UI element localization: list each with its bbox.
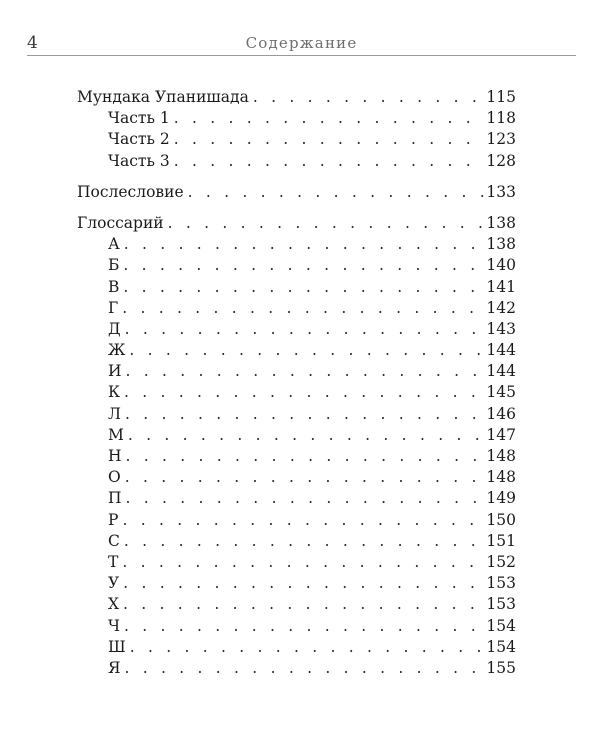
toc-entry[interactable]	[77, 87, 516, 108]
toc-entry-title: О	[108, 468, 121, 487]
toc-entry-title: И	[108, 362, 122, 381]
dot-leader	[122, 552, 484, 573]
toc-entry-title: Я	[108, 658, 121, 677]
toc-entry[interactable]	[77, 129, 516, 150]
toc-entry-page: 115	[486, 88, 516, 106]
toc-entry[interactable]	[77, 446, 516, 467]
toc-entry[interactable]	[77, 616, 516, 637]
toc-entry-page: 151	[486, 531, 516, 550]
toc-entry-title: Л	[108, 404, 121, 423]
toc-entry[interactable]	[77, 510, 516, 531]
dot-leader	[123, 594, 484, 615]
toc-entry-page: 133	[486, 182, 516, 201]
toc-entry-title: Ш	[108, 637, 126, 656]
toc-entry-title: В	[108, 277, 120, 296]
toc-entry-page: 148	[486, 468, 516, 487]
toc-entry[interactable]	[77, 594, 516, 615]
dot-leader	[130, 637, 485, 658]
toc-entry-page: 142	[486, 298, 516, 317]
dot-leader	[125, 467, 485, 488]
toc-entry-page: 149	[486, 489, 516, 508]
toc-entry[interactable]	[77, 340, 516, 361]
toc-entry[interactable]	[77, 382, 516, 403]
dot-leader	[126, 446, 485, 467]
dot-leader	[123, 277, 484, 298]
toc-entry[interactable]	[77, 404, 516, 425]
toc-entry-title: Б	[108, 256, 120, 275]
toc-entry-page: 145	[486, 383, 516, 402]
toc-entry[interactable]	[77, 637, 516, 658]
toc-entry[interactable]	[77, 573, 516, 594]
toc-entry-title: Т	[108, 552, 119, 571]
toc-entry-title: Мундака Упанишада	[77, 88, 249, 106]
dot-leader	[124, 616, 484, 637]
dot-leader	[124, 382, 484, 403]
dot-leader	[129, 340, 484, 361]
toc-entry-page: 140	[486, 256, 516, 275]
toc-entry-title: Н	[108, 447, 122, 465]
toc-entry-page: 146	[486, 404, 516, 423]
toc-entry-title: Часть 2	[108, 130, 170, 149]
dot-leader	[122, 510, 484, 531]
toc-entry-page: 144	[486, 341, 516, 360]
dot-leader	[122, 298, 484, 319]
dot-leader	[174, 129, 485, 150]
toc-entry[interactable]	[77, 319, 516, 340]
toc-entry[interactable]	[77, 213, 516, 234]
toc-entry[interactable]	[77, 467, 516, 488]
toc-entry[interactable]	[77, 182, 516, 203]
toc-entry-title: Р	[108, 510, 119, 529]
toc-entry[interactable]	[77, 658, 516, 679]
table-of-contents	[77, 87, 516, 679]
toc-entry-title: Г	[108, 298, 119, 317]
toc-entry[interactable]	[77, 151, 516, 172]
toc-entry-title: А	[108, 235, 120, 254]
toc-entry-page: 143	[486, 319, 516, 338]
toc-entry[interactable]	[77, 488, 516, 509]
toc-entry-page: 147	[486, 425, 516, 444]
dot-leader	[253, 87, 485, 108]
dot-leader	[124, 234, 485, 255]
toc-entry[interactable]	[77, 361, 516, 382]
page-number: 4	[27, 33, 38, 53]
toc-entry[interactable]	[77, 552, 516, 573]
dot-leader	[174, 151, 485, 172]
dot-leader	[124, 531, 485, 552]
toc-entry[interactable]	[77, 234, 516, 255]
toc-entry[interactable]	[77, 277, 516, 298]
toc-entry-page: 153	[486, 595, 516, 614]
toc-entry-page: 128	[486, 151, 516, 170]
toc-entry[interactable]	[77, 298, 516, 319]
toc-entry-page: 148	[486, 447, 516, 465]
dot-leader	[125, 404, 484, 425]
dot-leader	[128, 425, 485, 446]
toc-entry-page: 150	[486, 510, 516, 529]
toc-entry-title: П	[108, 489, 122, 508]
toc-entry-title: К	[108, 383, 120, 402]
dot-leader	[123, 573, 484, 594]
toc-entry-page: 155	[486, 658, 516, 677]
toc-entry-title: Глоссарий	[77, 213, 164, 232]
toc-entry-title: Часть 3	[108, 151, 170, 170]
dot-leader	[126, 361, 485, 382]
toc-entry-page: 118	[486, 109, 516, 128]
dot-leader	[188, 182, 485, 203]
toc-entry-title: Часть 1	[108, 109, 170, 128]
dot-leader	[123, 255, 484, 276]
dot-leader	[168, 213, 485, 234]
running-title: Содержание	[245, 34, 358, 52]
toc-entry-page: 153	[486, 574, 516, 593]
toc-entry-title: М	[108, 425, 124, 444]
page-header	[27, 31, 576, 56]
toc-entry-page: 152	[486, 552, 516, 571]
toc-entry-title: Ч	[108, 616, 120, 635]
toc-entry-title: У	[108, 574, 120, 593]
dot-leader	[174, 108, 485, 129]
toc-entry-page: 144	[486, 362, 516, 381]
toc-entry-title: Х	[108, 595, 120, 614]
toc-entry-title: Ж	[108, 341, 126, 360]
toc-entry-page: 138	[486, 235, 516, 254]
toc-entry-page: 138	[486, 213, 516, 232]
dot-leader	[125, 319, 485, 340]
toc-entry-page: 154	[486, 616, 516, 635]
toc-entry-page: 141	[486, 277, 516, 296]
toc-entry-page: 154	[486, 637, 516, 656]
toc-entry-title: Послесловие	[77, 182, 184, 201]
toc-entry[interactable]	[77, 531, 516, 552]
toc-entry-page: 123	[486, 130, 516, 149]
dot-leader	[125, 658, 485, 679]
toc-entry-title: Д	[108, 319, 121, 338]
toc-entry[interactable]	[77, 425, 516, 446]
toc-entry[interactable]	[77, 255, 516, 276]
toc-entry-title: С	[108, 531, 120, 550]
dot-leader	[126, 488, 485, 509]
toc-entry[interactable]	[77, 108, 516, 129]
